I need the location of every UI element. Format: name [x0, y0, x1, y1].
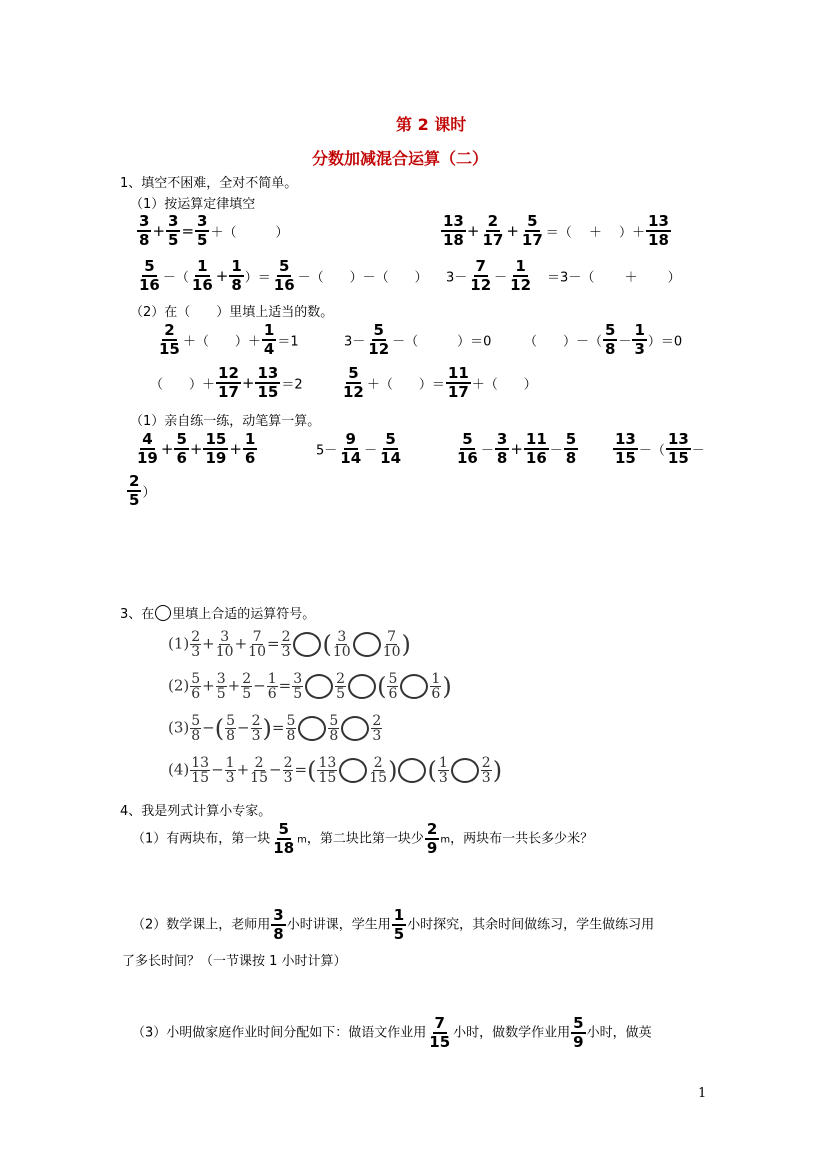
operator-blank[interactable]: [341, 716, 369, 741]
equation-row: $\frac{4}{19}$ + $\frac{5}{6}$ + $\frac{15}{19}$ + $\frac{1}{6}$: [137, 430, 256, 467]
circle-icon: [155, 605, 171, 621]
operator-blank[interactable]: [348, 674, 376, 699]
operator-blank[interactable]: [451, 758, 479, 783]
operator-blank[interactable]: [305, 674, 333, 699]
word-problem-2: （2）数学课上，老师用 $\frac{3}{8}$ 小时讲课，学生用 $\frac{1}{5}$ 小时探究，其余时间做练习，学生做练习用: [132, 906, 655, 943]
equation-row: （ ）－（ $\frac{5}{8}$ － $\frac{1}{3}$ ）＝0: [524, 321, 683, 358]
equation-row: $\frac{5}{16}$ － $\frac{3}{8}$ + $\frac{11}{16}$ － $\frac{5}{8}$: [457, 430, 577, 467]
operator-blank[interactable]: [339, 758, 367, 783]
equation-row: 3－ $\frac{5}{12}$ －（ ）＝0: [344, 321, 492, 358]
q3-heading: 3、在 里填上合适的运算符号。: [120, 607, 316, 622]
page-title: 分数加减混合运算（二）: [312, 149, 489, 168]
q4-heading: 4、我是列式计算小专家。: [120, 804, 272, 819]
equation-row: 5－ $\frac{9}{14}$ － $\frac{5}{14}$: [316, 430, 402, 467]
operator-blank[interactable]: [400, 674, 428, 699]
operator-blank[interactable]: [353, 632, 381, 657]
equation-row: $\frac{13}{15}$ －（ $\frac{13}{15}$ －: [615, 430, 705, 467]
equation-row: 3－ $\frac{7}{12}$ － $\frac{1}{12}$ ＝3－（ ＋ ）: [446, 257, 681, 294]
equation-row: $\frac{13}{18}$ + $\frac{2}{17}$ + $\frac{5}{17}$ ＝（ ＋ ）＋ $\frac{13}{18}$: [443, 212, 669, 249]
equation-row: （ ）＋ $\frac{12}{17}$ + $\frac{13}{15}$ ＝2: [150, 364, 303, 401]
lesson-title: 第 2 课时: [396, 115, 467, 134]
word-problem-1: （1）有两块布，第一块 $\frac{5}{18}$ m，第二块比第一块少 $\frac{2}{9}$ m，两块布一共长多少米？: [132, 820, 594, 857]
equation-row: $\frac{5}{16}$ －（ $\frac{1}{16}$ + $\frac{1}{8}$ ）＝ $\frac{5}{16}$ －（ ）－（ ）: [139, 257, 428, 294]
equation-row: $\frac{5}{12}$ ＋（ ）＝ $\frac{11}{17}$ ＋（ ）: [343, 364, 537, 401]
operator-blank[interactable]: [293, 632, 321, 657]
q1-sub2: （2）在（ ）里填上适当的数。: [130, 305, 334, 320]
q1-sub1: （1）按运算定律填空: [130, 197, 256, 212]
q1-sub3: （1）亲自练一练，动笔算一算。: [130, 414, 321, 429]
exercise-row: (2) $\frac{5}{6}$ + $\frac{3}{5}$ + $\frac{2}{5}$ − $\frac{1}{6}$ = $\frac{3}{5}$ $\frac{2}{5}$ ( $\frac{5}{6}$ $\frac{1}{6}$ ): [168, 671, 452, 702]
operator-blank[interactable]: [298, 716, 326, 741]
equation-row: $\frac{3}{8}$ + $\frac{3}{5}$ = $\frac{3}{5}$ ＋（ ）: [139, 212, 289, 249]
exercise-row: (3) $\frac{5}{8}$ −( $\frac{5}{8}$ − $\frac{2}{3}$ )= $\frac{5}{8}$ $\frac{5}{8}$ $\frac{2}{3}$: [168, 713, 382, 744]
word-problem-3: （3）小明做家庭作业时间分配如下：做语文作业用 $\frac{7}{15}$ 小时，做数学作业用 $\frac{5}{9}$ 小时，做英: [132, 1014, 652, 1051]
page-number: 1: [698, 1086, 707, 1101]
exercise-row: (4) $\frac{13}{15}$ − $\frac{1}{3}$ + $\frac{2}{15}$ − $\frac{2}{3}$ =( $\frac{13}{15}$ $\frac{2}{15}$ ) ( $\frac{1}{3}$ $\frac{2}{3}$ ): [168, 755, 503, 786]
operator-exercise-image: [168, 624, 588, 794]
operator-blank[interactable]: [398, 758, 426, 783]
exercise-row: (1) $\frac{2}{3}$ + $\frac{3}{10}$ + $\frac{7}{10}$ = $\frac{2}{3}$ ( $\frac{3}{10}$ $\frac{7}{10}$ ): [168, 629, 411, 660]
equation-row: $\frac{2}{5}$ ）: [129, 472, 156, 509]
equation-row: $\frac{2}{15}$ ＋（ ）＋ $\frac{1}{4}$ ＝1: [159, 321, 299, 358]
q1-heading: 1、填空不困难，全对不简单。: [120, 176, 298, 191]
word-problem-2-cont: 了多长时间？（一节课按 1 小时计算）: [122, 954, 347, 969]
